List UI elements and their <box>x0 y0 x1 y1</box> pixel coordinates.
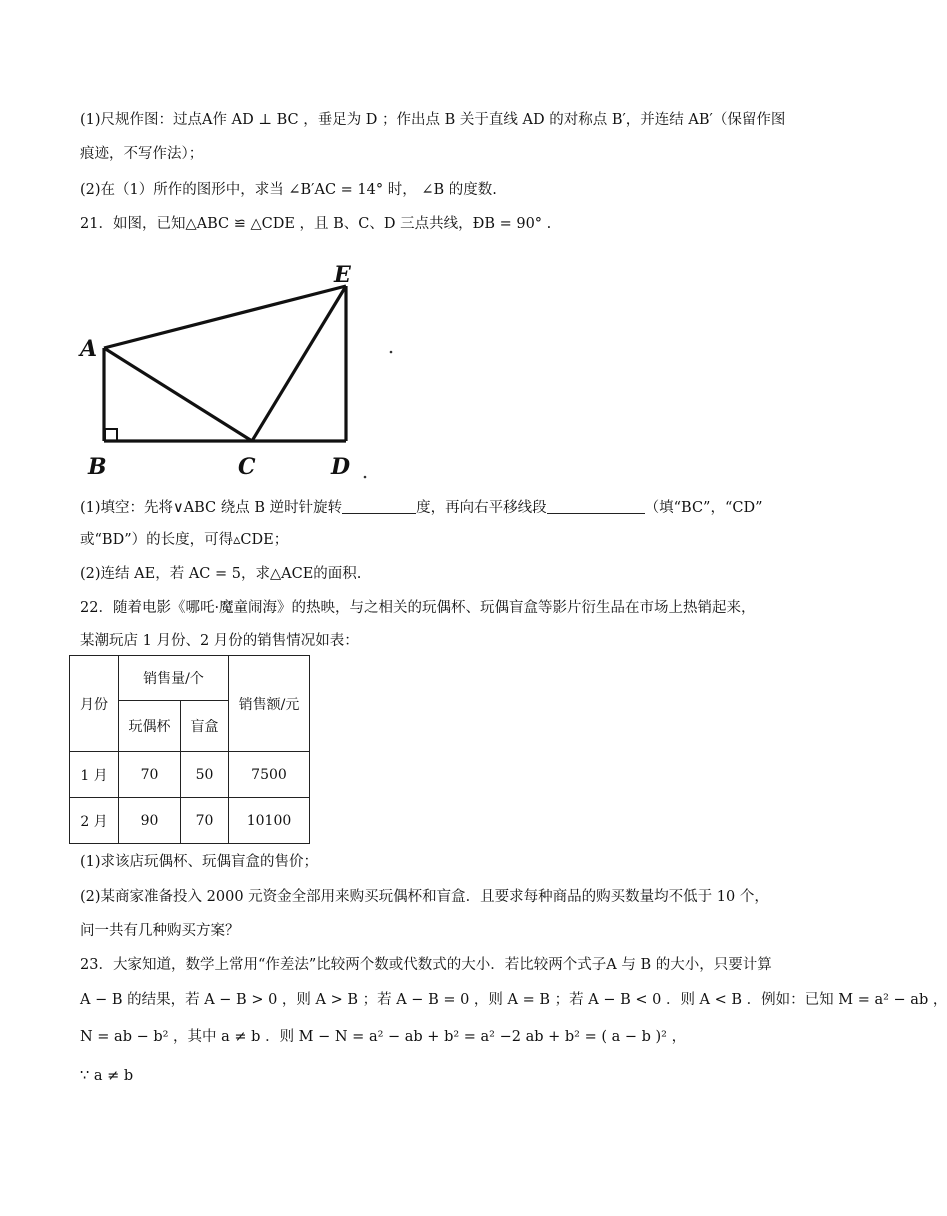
q23-line1: 23．大家知道，数学上常用“作差法”比较两个数或代数式的大小．若比较两个式子A 与 B 的大小，只要计算 <box>80 957 772 973</box>
cell-amount: 7500 <box>229 752 310 798</box>
label-b: B <box>88 454 107 480</box>
segment-ae <box>104 286 346 348</box>
header-cup: 玩偶杯 <box>119 701 181 752</box>
q21-part1-text-b: 度，再向右平移线段 <box>416 500 547 516</box>
stray-dot <box>390 351 393 354</box>
q21-part1-text-a: (1)填空：先将∨ABC 绕点 B 逆时针旋转 <box>80 500 343 516</box>
q22-stem-line1: 22．随着电影《哪吒·魔童闹海》的热映，与之相关的玩偶杯、玩偶盲盒等影片衍生品在市场上热销起来， <box>80 600 756 616</box>
cell-month: 1 月 <box>70 752 119 798</box>
cell-cup: 90 <box>119 798 181 844</box>
label-e: E <box>334 262 351 288</box>
label-a: A <box>80 336 98 362</box>
q22-stem-line2: 某潮玩店 1 月份、2 月份的销售情况如表： <box>80 633 359 649</box>
right-angle-mark <box>105 429 117 441</box>
q22-part2-line1: (2)某商家准备投入 2000 元资金全部用来购买玩偶杯和盲盒．且要求每种商品的购买数量均不低于 10 个， <box>80 889 769 905</box>
q20-part2: (2)在（1）所作的图形中，求当 ∠B′AC = 14° 时， ∠B 的度数. <box>80 182 497 198</box>
q21-part1-text-c: （填“BC”，“CD” <box>644 500 763 516</box>
q23-line4: ∵ a ≠ b <box>80 1068 134 1084</box>
segment-ce <box>252 286 346 441</box>
header-month: 月份 <box>70 656 119 752</box>
q23-line3: N = ab − b² ，其中 a ≠ b ．则 M − N = a² − ab + b² = a² −2 ab + b² = ( a − b )² ， <box>80 1029 687 1045</box>
answer-blank-segment[interactable] <box>547 497 645 514</box>
label-d: D <box>331 454 351 480</box>
cell-cup: 70 <box>119 752 181 798</box>
cell-amount: 10100 <box>229 798 310 844</box>
table-row <box>70 752 310 798</box>
q23-line2: A − B 的结果，若 A − B > 0 ，则 A > B ；若 A − B = 0 ，则 A = B ；若 A − B < 0 ．则 A < B ．例如：已知 M = a² − ab ， <box>80 992 947 1008</box>
table-row <box>70 798 310 844</box>
cell-box: 70 <box>181 798 229 844</box>
q21-part2: (2)连结 AE，若 AC = 5，求△ACE的面积. <box>80 566 362 582</box>
q20-part1-line1: (1)尺规作图：过点A作 AD ⊥ BC ，垂足为 D ；作出点 B 关于直线 AD 的对称点 B′，并连结 AB′（保留作图 <box>80 112 786 128</box>
sales-table <box>69 655 310 844</box>
q22-part1: (1)求该店玩偶杯、玩偶盲盒的售价； <box>80 854 319 870</box>
header-blind-box: 盲盒 <box>181 701 229 752</box>
cell-box: 50 <box>181 752 229 798</box>
q21-stem: 21．如图，已知△ABC ≌ △CDE ，且 B、C、D 三点共线，ÐB = 90° . <box>80 216 552 232</box>
header-amount: 销售额/元 <box>229 656 310 752</box>
q21-part1-line2: 或“BD”）的长度，可得▵CDE； <box>80 532 289 548</box>
segment-ac <box>104 348 252 441</box>
cell-month: 2 月 <box>70 798 119 844</box>
q20-part1-line2: 痕迹，不写作法）； <box>80 146 204 162</box>
label-c: C <box>238 454 256 480</box>
triangle-figure <box>72 248 392 484</box>
q21-part1-line1 <box>80 497 763 518</box>
answer-blank-angle[interactable] <box>342 497 416 514</box>
header-quantity: 销售量/个 <box>119 656 229 701</box>
q22-part2-line2: 问一共有几种购买方案？ <box>80 923 240 939</box>
stray-dot <box>364 476 367 479</box>
